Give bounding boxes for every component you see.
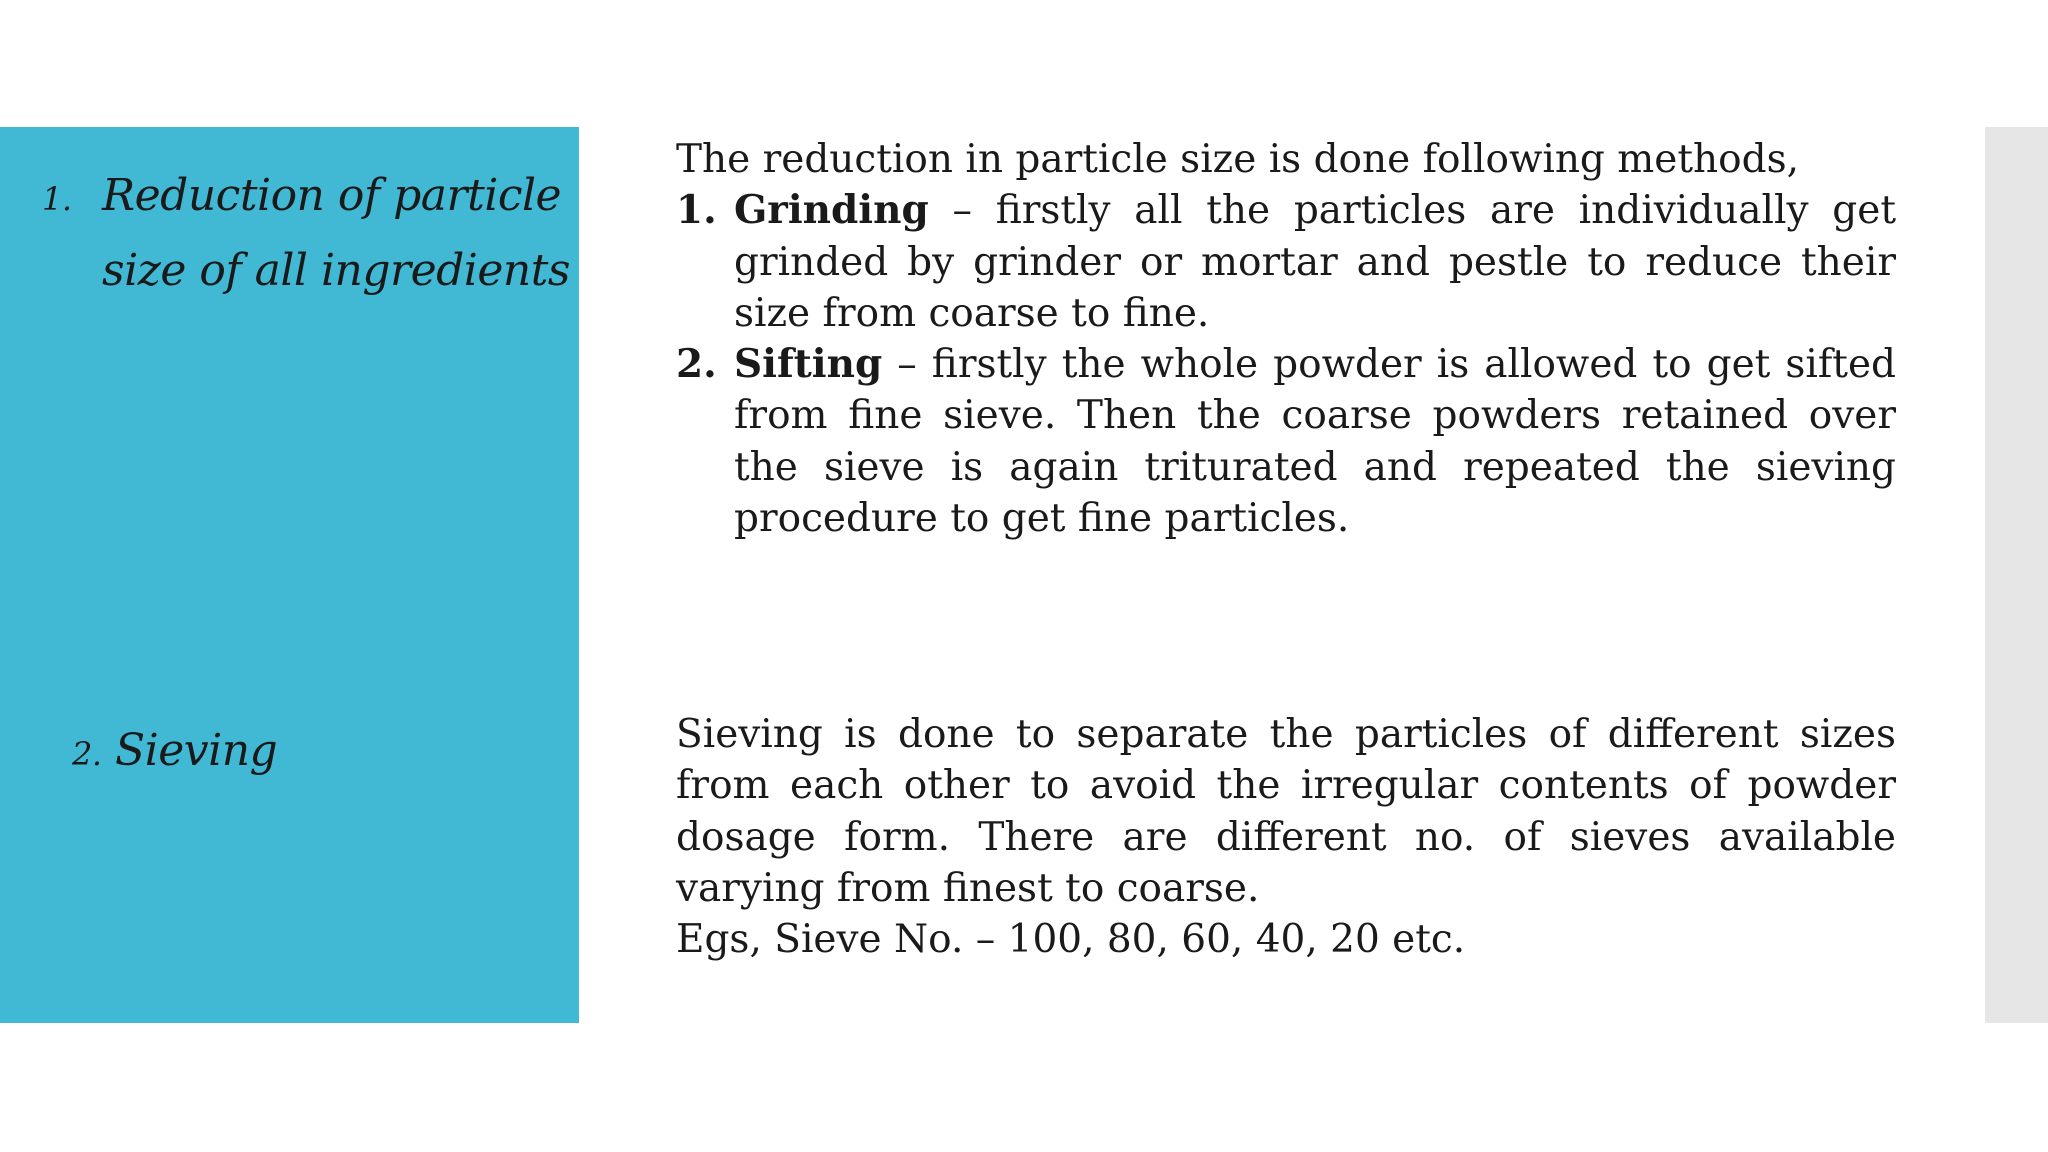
term-grinding: Grinding [734, 187, 929, 234]
heading-2-number: 2. [72, 735, 102, 773]
heading-sieving [72, 715, 277, 790]
sieving-text [676, 709, 1896, 965]
sieve-number-examples: Egs, Sieve No. – 100, 80, 60, 40, 20 etc. [676, 917, 1466, 963]
list-marker: 1. [676, 187, 717, 234]
heading-reduction-of-particle-size [42, 160, 571, 307]
list-marker: 2. [676, 341, 717, 388]
intro-sentence: The reduction in particle size is done following methods, [676, 137, 1800, 182]
heading-1-line-1: Reduction of particle [102, 170, 562, 221]
sieving-paragraph: Sieving is done to separate the particles of different sizes from each other to avoid the irregular contents of powder dosage form. There are different no. of sieves available varying from finest to coarse. [676, 712, 1896, 911]
list-item-grinding [676, 185, 1896, 339]
term-sifting: Sifting [734, 341, 883, 388]
heading-2-text: Sieving [115, 725, 278, 776]
list-item-sifting [676, 339, 1896, 544]
particle-size-reduction-text [676, 134, 1896, 544]
heading-1-line-2: size of all ingredients [102, 245, 571, 296]
right-gray-strip [1985, 127, 2048, 1023]
grinding-description: – firstly all the particles are individually get grinded by grinder or mortar and pestle to reduce their size from coarse to fine. [734, 188, 1896, 336]
sifting-description: – firstly the whole powder is allowed to get sifted from fine sieve. Then the coarse powders retained over the sieve is again triturated and repeated the sieving procedure to get fine particles. [734, 342, 1896, 542]
heading-1-number: 1. [42, 180, 72, 218]
